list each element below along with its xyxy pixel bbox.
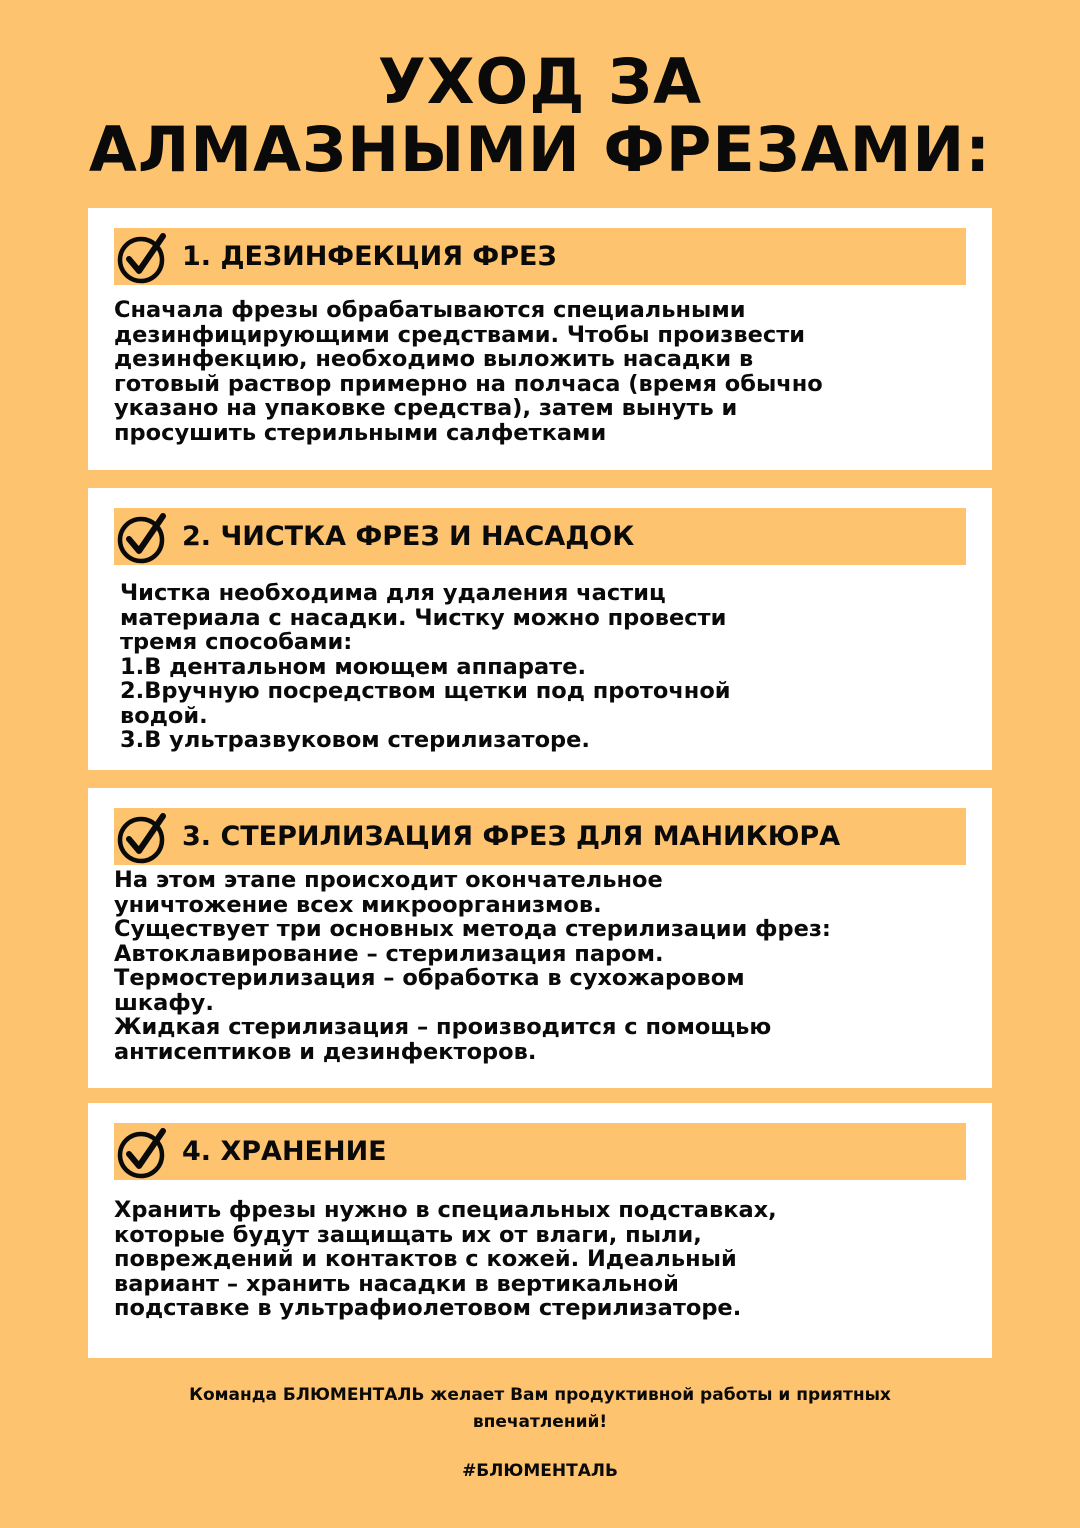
body-line: 3.В ультразвуковом стерилизаторе. <box>120 727 590 753</box>
section-heading: 1. ДЕЗИНФЕКЦИЯ ФРЕЗ <box>182 241 557 272</box>
section-body <box>114 298 974 445</box>
body-line: просушить стерильными салфетками <box>114 419 607 446</box>
section-cleaning-card <box>88 488 992 770</box>
body-line: тремя способами: <box>120 629 353 655</box>
section-body <box>114 1198 974 1321</box>
body-line: указано на упаковке средства), затем вынуть и <box>114 395 738 421</box>
section-heading: 4. ХРАНЕНИЕ <box>182 1136 387 1167</box>
body-line: материала с насадки. Чистку можно провести <box>120 604 727 631</box>
body-line: повреждений и контактов с кожей. Идеальный <box>114 1246 737 1272</box>
body-line: подставке в ультрафиолетовом стерилизаторе. <box>114 1295 742 1321</box>
title-line-1: УХОД ЗА <box>377 45 703 118</box>
footer-message <box>100 1382 980 1436</box>
section-storage-card <box>88 1103 992 1358</box>
section-header <box>114 1123 966 1180</box>
body-line: Жидкая стерилизация – производится с помощью <box>114 1014 772 1040</box>
body-line: вариант – хранить насадки в вертикальной <box>114 1270 679 1297</box>
body-line: 1.В дентальном моющем аппарате. <box>120 653 586 680</box>
check-circle-icon <box>116 1126 170 1180</box>
body-line: Автоклавирование – стерилизация паром. <box>114 940 664 967</box>
section-header <box>114 508 966 565</box>
body-line: которые будут защищать их от влаги, пыли, <box>114 1221 702 1248</box>
body-line: дезинфицирующими средствами. Чтобы произвести <box>114 321 805 348</box>
section-heading: 2. ЧИСТКА ФРЕЗ И НАСАДОК <box>182 521 635 552</box>
section-body <box>120 581 980 753</box>
section-body <box>114 868 974 1064</box>
body-line: шкафу. <box>114 989 214 1016</box>
body-line: водой. <box>120 702 208 729</box>
check-circle-icon <box>116 811 170 865</box>
page-title <box>0 45 1080 186</box>
footer-hashtag: #БЛЮМЕНТАЛЬ <box>462 1461 618 1481</box>
body-line: Сначала фрезы обрабатываются специальными <box>114 297 746 323</box>
section-heading: 3. СТЕРИЛИЗАЦИЯ ФРЕЗ ДЛЯ МАНИКЮРА <box>182 821 841 852</box>
body-line: На этом этапе происходит окончательное <box>114 867 663 893</box>
body-line: готовый раствор примерно на полчаса (время обычно <box>114 370 823 397</box>
section-header <box>114 228 966 285</box>
footer-line-1: Команда БЛЮМЕНТАЛЬ желает Вам продуктивной работы и приятных <box>189 1385 891 1405</box>
body-line: Чистка необходима для удаления частиц <box>120 580 666 606</box>
body-line: 2.Вручную посредством щетки под проточной <box>120 678 731 704</box>
title-line-2: АЛМАЗНЫМИ ФРЕЗАМИ: <box>88 113 992 186</box>
check-circle-icon <box>116 231 170 285</box>
body-line: Существует три основных метода стерилизации фрез: <box>114 916 831 942</box>
body-line: Хранить фрезы нужно в специальных подставках, <box>114 1197 777 1223</box>
body-line: дезинфекцию, необходимо выложить насадки в <box>114 346 754 372</box>
footer-line-2: впечатлений! <box>472 1412 608 1432</box>
body-line: антисептиков и дезинфекторов. <box>114 1038 537 1065</box>
section-header <box>114 808 966 865</box>
check-circle-icon <box>116 511 170 565</box>
body-line: Термостерилизация – обработка в сухожаровом <box>114 965 745 991</box>
section-disinfection-card <box>88 208 992 470</box>
section-sterilization-card <box>88 788 992 1088</box>
body-line: уничтожение всех микроорганизмов. <box>114 891 602 918</box>
